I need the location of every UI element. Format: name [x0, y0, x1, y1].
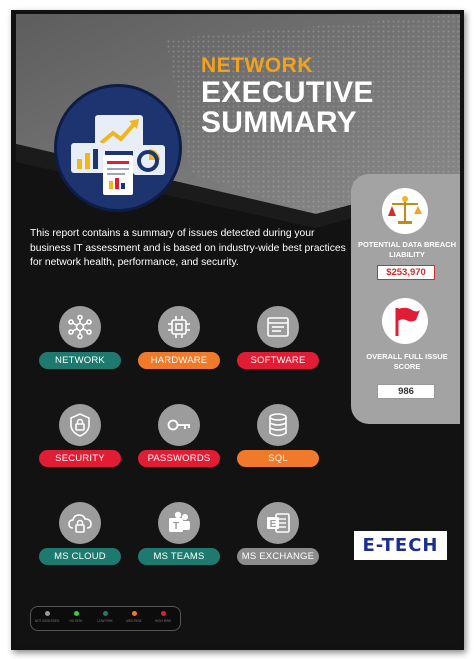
- cloud-lock-icon: [59, 502, 101, 544]
- legend-not-assessed: [33, 611, 61, 624]
- software-window-icon: [257, 306, 299, 348]
- category-hardware[interactable]: [138, 306, 220, 376]
- svg-text:E: E: [269, 519, 277, 530]
- category-sql[interactable]: [237, 404, 319, 474]
- category-label-security: SECURITY: [39, 450, 121, 467]
- legend-label: MED RISK: [126, 619, 142, 623]
- category-label-network: NETWORK: [39, 352, 121, 369]
- category-label-ms-cloud: MS CLOUD: [39, 548, 121, 565]
- breach-liability-value: $253,970: [377, 265, 435, 280]
- title-summary: SUMMARY: [201, 106, 357, 139]
- red-flag-icon: [382, 298, 428, 344]
- issue-score-label: OVERALL FULL ISSUE SCORE: [366, 352, 448, 371]
- category-security[interactable]: [39, 404, 121, 474]
- hardware-chip-icon: [158, 306, 200, 348]
- executive-summary-hero-icon: [54, 84, 182, 212]
- category-label-software: SOFTWARE: [237, 352, 319, 369]
- network-icon: [59, 306, 101, 348]
- security-shield-icon: [59, 404, 101, 446]
- legend-label: HIGH RISK: [154, 619, 172, 623]
- legend-no-risk: [62, 611, 90, 624]
- category-label-hardware: HARDWARE: [138, 352, 220, 369]
- legend-dot: [74, 611, 79, 616]
- risk-sidebar: [351, 174, 460, 424]
- legend-dot: [161, 611, 166, 616]
- liability-scale-icon: [382, 188, 428, 234]
- legend-dot: [132, 611, 137, 616]
- intro-paragraph: This report contains a summary of issues detected during your business IT assessment and is based on industry-wide best practices for network health, performance, and security.: [30, 228, 346, 269]
- category-ms-teams[interactable]: [138, 502, 220, 572]
- risk-legend: [30, 606, 181, 631]
- category-network[interactable]: [39, 306, 121, 376]
- category-passwords[interactable]: [138, 404, 220, 474]
- category-label-ms-teams: MS TEAMS: [138, 548, 220, 565]
- exchange-icon: [257, 502, 299, 544]
- svg-text:T: T: [172, 521, 180, 532]
- issue-score-value: 986: [377, 384, 435, 399]
- title-network: NETWORK: [201, 54, 313, 77]
- report-page: [16, 14, 460, 645]
- database-icon: [257, 404, 299, 446]
- legend-dot: [103, 611, 108, 616]
- legend-low-risk: [91, 611, 119, 624]
- category-label-sql: SQL: [237, 450, 319, 467]
- etech-logo: E-TECH: [354, 531, 447, 560]
- teams-icon: [158, 502, 200, 544]
- category-label-passwords: PASSWORDS: [138, 450, 220, 467]
- legend-label: NO RISK: [69, 619, 83, 623]
- category-label-ms-exchange: MS EXCHANGE: [237, 548, 319, 565]
- password-key-icon: [158, 404, 200, 446]
- legend-label: LOW RISK: [97, 619, 113, 623]
- category-ms-exchange[interactable]: [237, 502, 319, 572]
- legend-med-risk: [120, 611, 148, 624]
- category-ms-cloud[interactable]: [39, 502, 121, 572]
- breach-liability-label: POTENTIAL DATA BREACH LIABILITY: [357, 240, 457, 259]
- legend-high-risk: [149, 611, 177, 624]
- title-executive: EXECUTIVE: [201, 76, 374, 109]
- report-title: [201, 54, 441, 138]
- legend-label: NOT ASSESSED: [34, 619, 60, 623]
- category-software[interactable]: [237, 306, 319, 376]
- legend-dot: [45, 611, 50, 616]
